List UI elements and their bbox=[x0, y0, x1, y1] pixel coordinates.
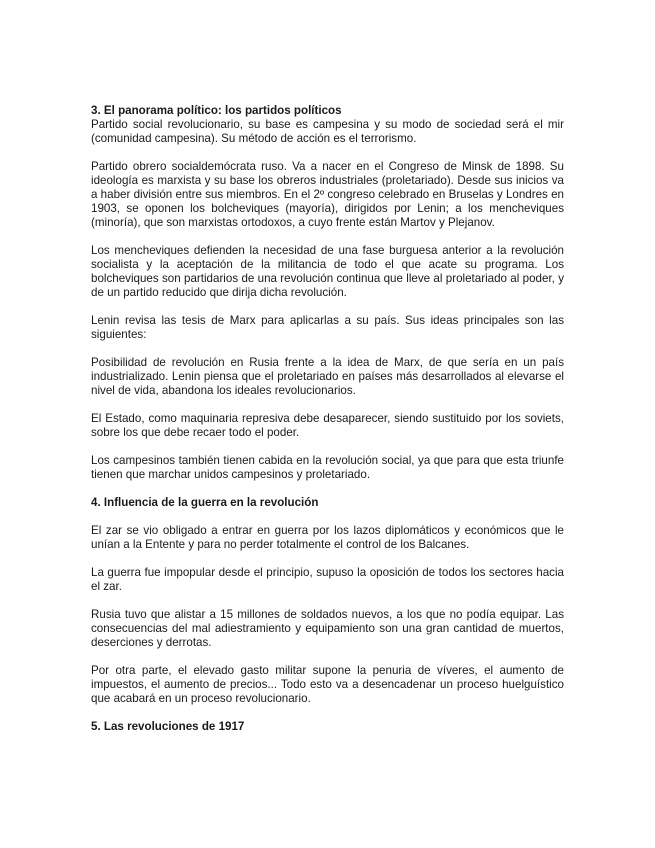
s3-paragraph-2: Partido obrero socialdemócrata ruso. Va a nacer en el Congreso de Minsk de 1898. Su ideología es marxista y su base los obreros industriales (proletariado). Desde sus inicios va a haber división entre sus miembros. En el 2º congreso celebrado en Bruselas y Londres en 1903, se oponen los bolcheviques (mayoría), dirigidos por Lenin; a los mencheviques (minoría), que son marxistas ortodoxos, a cuyo frente están Martov y Plejanov. bbox=[91, 160, 564, 229]
s3-paragraph-4: Lenin revisa las tesis de Marx para aplicarlas a su país. Sus ideas principales son las siguientes: bbox=[91, 314, 564, 341]
s4-paragraph-4: Por otra parte, el elevado gasto militar supone la penuria de víveres, el aumento de impuestos, el aumento de precios... Todo esto va a desencadenar un proceso huelguístico que acabará en un proceso revolucionario. bbox=[91, 664, 564, 705]
s3-paragraph-5: Posibilidad de revolución en Rusia frente a la idea de Marx, de que sería en un país industrializado. Lenin piensa que el proletariado en países más desarrollados al elevarse el nivel de vida, abandona los ideales revolucionarios. bbox=[91, 356, 564, 397]
s4-paragraph-2: La guerra fue impopular desde el principio, supuso la oposición de todos los sectores hacia el zar. bbox=[91, 566, 564, 593]
s3-paragraph-1: Partido social revolucionario, su base es campesina y su modo de sociedad será el mir (comunidad campesina). Su método de acción es el terrorismo. bbox=[91, 118, 564, 145]
s3-paragraph-3: Los mencheviques defienden la necesidad de una fase burguesa anterior a la revolución socialista y la aceptación de la militancia de todo el que acate su programa. Los bolcheviques son partidarios de una revolución continua que lleve al proletariado al poder, y de un partido reducido que dirija dicha revolución. bbox=[91, 244, 564, 299]
s4-paragraph-1: El zar se vio obligado a entrar en guerra por los lazos diplomáticos y económicos que le unían a la Entente y para no perder totalmente el control de los Balcanes. bbox=[91, 524, 564, 551]
section-5-title: 5. Las revoluciones de 1917 bbox=[91, 720, 245, 733]
document-page bbox=[91, 104, 564, 734]
s3-paragraph-7: Los campesinos también tienen cabida en la revolución social, ya que para que esta triunfe tienen que marchar unidos campesinos y proletariado. bbox=[91, 454, 564, 481]
s4-paragraph-3: Rusia tuvo que alistar a 15 millones de soldados nuevos, a los que no podía equipar. Las consecuencias del mal adiestramiento y equipamiento son una gran cantidad de muertos, deserciones y derrotas. bbox=[91, 608, 564, 649]
s3-paragraph-6: El Estado, como maquinaria represiva debe desaparecer, siendo sustituido por los soviets, sobre los que debe recaer todo el poder. bbox=[91, 412, 564, 439]
section-3-title: 3. El panorama político: los partidos políticos bbox=[91, 104, 342, 117]
section-4-title: 4. Influencia de la guerra en la revolución bbox=[91, 496, 319, 509]
